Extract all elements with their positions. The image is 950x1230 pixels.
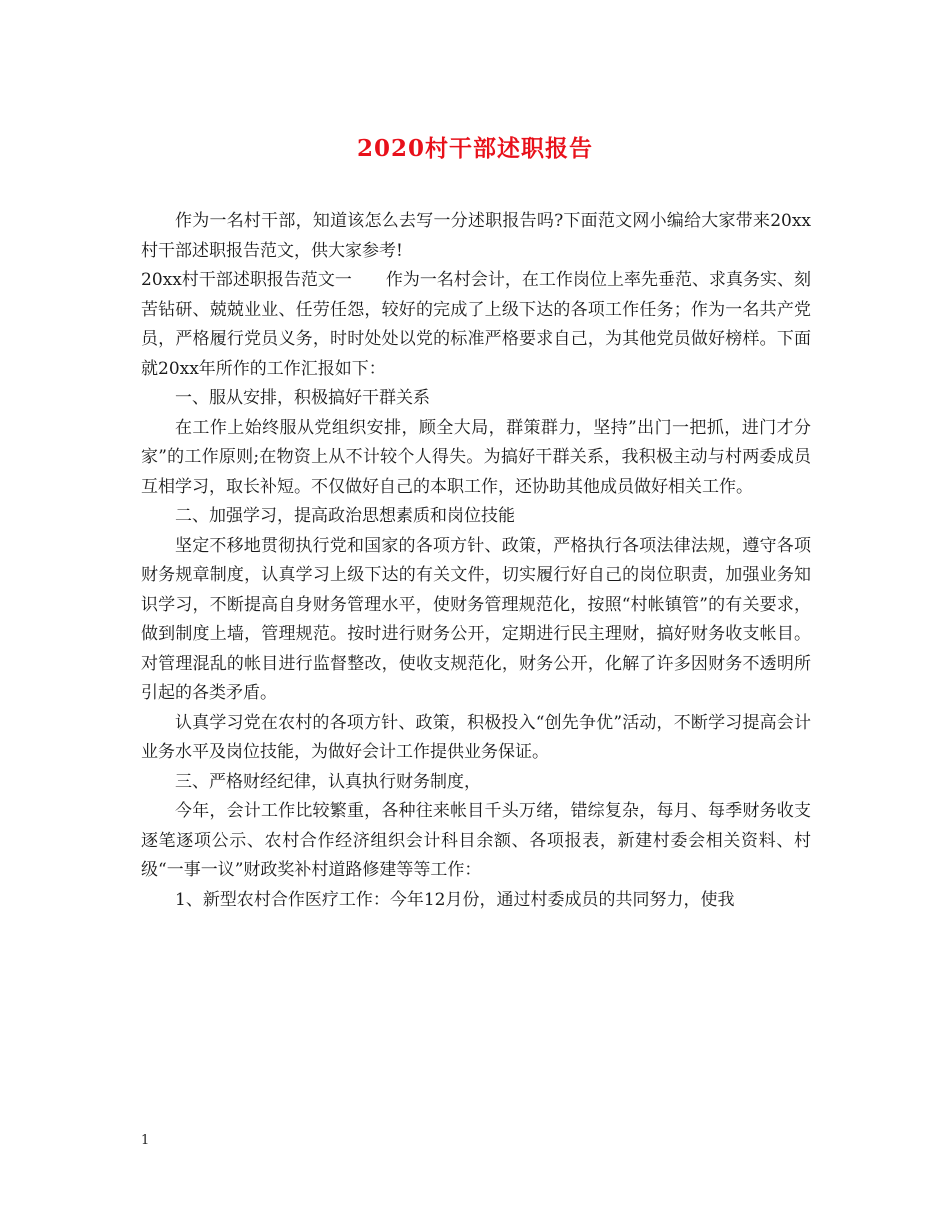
section-2-body-2: 认真学习党在农村的各项方针、政策，积极投入“创先争优”活动，不断学习提高会计业务水平及岗位技能，为做好会计工作提供业务保证。 [141,712,811,762]
section-2-title: 二、加强学习，提高政治思想素质和岗位技能 [175,506,515,526]
intro-paragraph: 作为一名村干部，知道该怎么去写一分述职报告吗?下面范文网小编给大家带来20xx村干部述职报告范文，供大家参考! [141,211,811,261]
section-3-title: 三、严格财经纪律，认真执行财务制度， [175,771,481,792]
document-title: 2020村干部述职报告 [356,135,593,162]
sample-intro: 作为一名村会计，在工作岗位上率先垂范、求真务实、刻苦钻研、兢兢业业、任劳任怨，较好的完成了上级下达的各项工作任务；作为一名共产党员，严格履行党员义务，时时处处以党的标准严格要求自己，为其他党员做好榜样。下面就20xx年所作的工作汇报如下： [141,270,812,379]
sample-heading: 20xx村干部述职报告范文一 [141,270,352,290]
section-1-body: 在工作上始终服从党组织安排，顾全大局，群策群力，坚持”出门一把抓，进门才分家”的工作原则;在物资上从不计较个人得失。为搞好干群关系，我积极主动与村两委成员互相学习，取长补短。不仅做好自己的本职工作，还协助其他成员做好相关工作。 [141,417,811,497]
section-1-title: 一、服从安排，积极搞好干群关系 [175,388,430,408]
section-2-body-1: 坚定不移地贯彻执行党和国家的各项方针、政策，严格执行各项法律法规，遵守各项财务规章制度，认真学习上级下达的有关文件，切实履行好自己的岗位职责，加强业务知识学习，不断提高自身财务管理水平，使财务管理规范化，按照“村帐镇管”的有关要求，做到制度上墙，管理规范。按时进行财务公开，定期进行民主理财，搞好财务收支帐目。对管理混乱的帐目进行监督整改，使收支规范化，财务公开，化解了许多因财务不透明所引起的各类矛盾。 [141,535,811,703]
item-1: 1、新型农村合作医疗工作：今年12月份，通过村委成员的共同努力，使我 [175,889,735,910]
sample-paragraph [141,266,811,384]
page-number: 1 [141,1133,150,1148]
document-body [141,207,811,915]
section-3-body: 今年，会计工作比较繁重，各种往来帐目千头万绪，错综复杂，每月、每季财务收支逐笔逐项公示、农村合作经济组织会计科目余额、各项报表，新建村委会相关资料、村级“一事一议”财政奖补村道路修建等等工作： [141,801,811,880]
